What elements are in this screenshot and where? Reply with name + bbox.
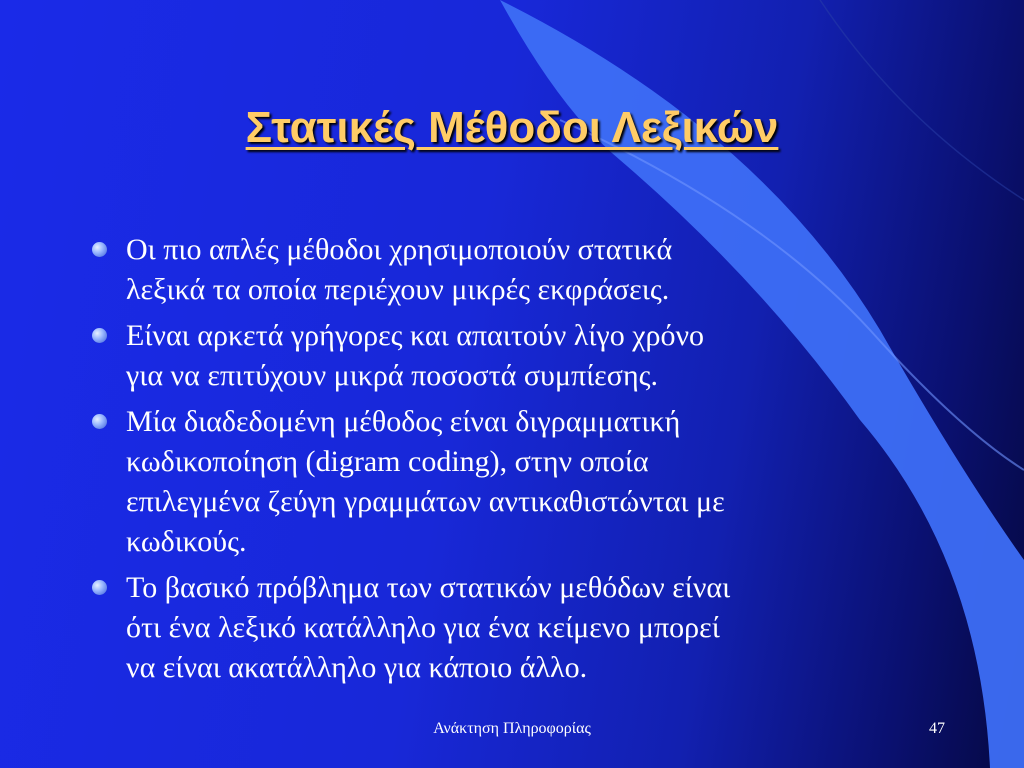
page-number: 47 [929, 720, 945, 737]
bullet-line: ότι ένα λεξικό κατάλληλο για ένα κείμενο μπορεί [126, 611, 720, 644]
bullet-line: κωδικούς. [126, 525, 247, 558]
bullet-line: επιλεγμένα ζεύγη γραμμάτων αντικαθιστώνται με [126, 485, 725, 518]
bullet-item [92, 568, 942, 688]
bullet-line: Είναι αρκετά γρήγορες και απαιτούν λίγο χρόνο [126, 319, 705, 352]
bullet-item [92, 402, 942, 562]
bullet-line: Οι πιο απλές μέθοδοι χρησιμοποιούν στατικά [126, 233, 673, 266]
bullet-dot-icon [92, 242, 107, 257]
slide-title: Στατικές Μέθοδοι Λεξικών [245, 103, 779, 152]
bullet-line: για να επιτύχουν μικρά ποσοστά συμπίεσης. [126, 359, 659, 392]
bullet-item [92, 316, 942, 396]
slide-footer: Ανάκτηση Πληροφορίας [433, 720, 591, 737]
bullet-line: Το βασικό πρόβλημα των στατικών μεθόδων είναι [126, 571, 731, 604]
bullet-dot-icon [92, 414, 107, 429]
bullet-list [92, 230, 942, 694]
bullet-dot-icon [92, 328, 107, 343]
bullet-item [92, 230, 942, 310]
bullet-line: να είναι ακατάλληλο για κάποιο άλλο. [126, 651, 588, 684]
bullet-line: Μία διαδεδομένη μέθοδος είναι διγραμματική [126, 405, 681, 438]
bullet-dot-icon [92, 580, 107, 595]
bullet-line: λεξικά τα οποία περιέχουν μικρές εκφράσεις. [126, 273, 670, 306]
bullet-line: κωδικοποίηση (digram coding), στην οποία [126, 445, 649, 478]
